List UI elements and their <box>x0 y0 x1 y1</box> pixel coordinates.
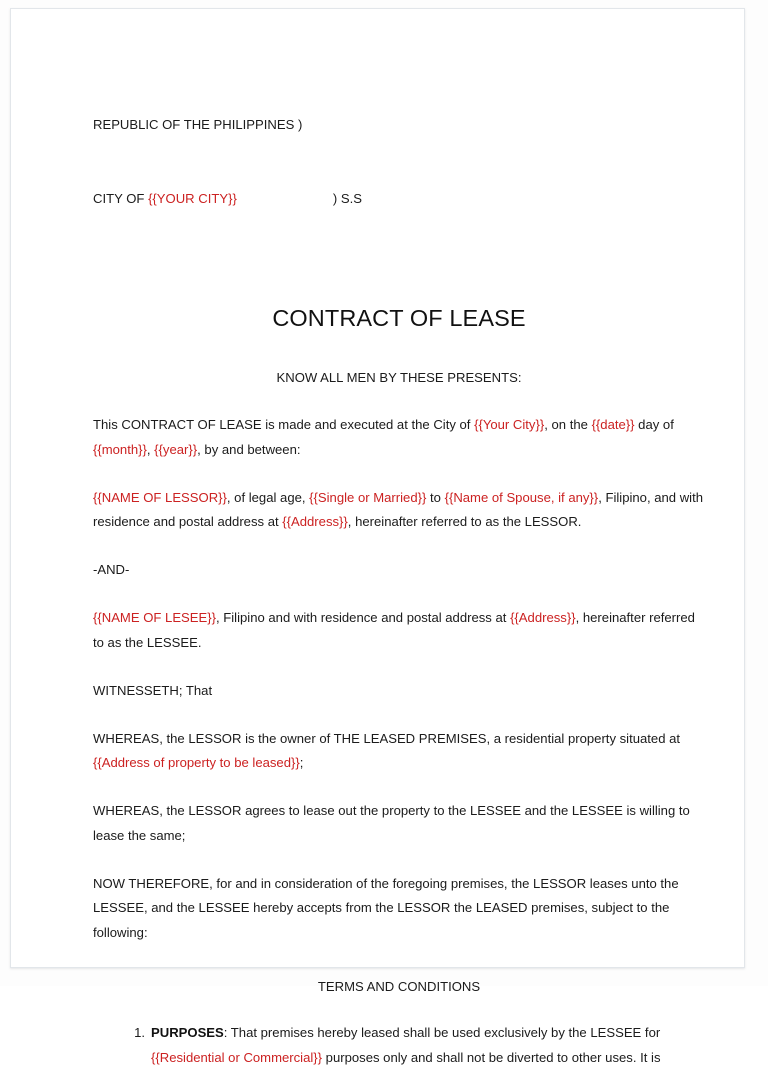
whereas-1-text-2: ; <box>299 755 304 770</box>
intro-year-placeholder: {{year}} <box>154 441 198 457</box>
list-item-marker: 1. <box>134 1025 145 1040</box>
republic-line-text: REPUBLIC OF THE PHILIPPINES ) <box>93 117 303 132</box>
spacer-before-whereas-1 <box>93 703 705 727</box>
witnesseth-line: WITNESSETH; That <box>93 682 213 698</box>
intro-text-2: , on the <box>544 417 592 432</box>
list-item <box>93 1021 705 1070</box>
intro-date-placeholder: {{date}} <box>591 417 635 432</box>
spacer-before-lessor <box>93 462 705 486</box>
property-address-placeholder: {{Address of property to be leased}} <box>93 755 300 770</box>
whereas-clause-1 <box>93 727 705 776</box>
intro-paragraph <box>93 413 705 462</box>
spacer-before-and <box>93 535 705 559</box>
lessor-text-2: to <box>426 489 445 505</box>
city-line <box>93 187 705 212</box>
intro-text-4: , <box>146 441 155 457</box>
intro-text-5: , by and between: <box>197 441 301 457</box>
page-title: CONTRACT OF LEASE <box>272 305 526 331</box>
lessor-civil-status-placeholder: {{Single or Married}} <box>309 489 427 505</box>
term-title: PURPOSES <box>151 1025 224 1040</box>
spacer-before-whereas-2 <box>93 776 705 800</box>
city-placeholder: {{YOUR CITY}} <box>148 190 237 206</box>
document-subtitle: KNOW ALL MEN BY THESE PRESENTS: <box>276 370 522 385</box>
lessor-text-3: , Filipino, and with residence and postal address at <box>93 489 703 529</box>
spacer-after-terms-heading <box>93 999 705 1021</box>
spacer-before-title <box>93 260 705 306</box>
term-text-1: : That premises hereby leased shall be used exclusively by the LESSEE for <box>223 1025 661 1040</box>
lessor-name-placeholder: {{NAME OF LESSOR}} <box>93 489 227 505</box>
jurisdiction-block <box>93 64 705 260</box>
whereas-1-text-1: WHEREAS, the LESSOR is the owner of THE LEASED PREMISES, a residential property situated at <box>93 730 681 746</box>
terms-and-conditions-heading: TERMS AND CONDITIONS <box>317 979 481 994</box>
lessor-address-placeholder: {{Address}} <box>282 514 348 529</box>
spacer-before-now-therefore <box>93 848 705 872</box>
lessee-paragraph <box>93 606 705 655</box>
spacer-after-subtitle <box>93 390 705 413</box>
term-text-2: purposes only and shall not be diverted to other uses. It is <box>322 1049 661 1065</box>
republic-line <box>93 113 705 138</box>
spacer-before-witnesseth <box>93 655 705 679</box>
lessor-spouse-placeholder: {{Name of Spouse, if any}} <box>444 489 599 505</box>
lessor-paragraph <box>93 486 705 535</box>
spacer-before-lessee <box>93 583 705 607</box>
usage-type-placeholder: {{Residential or Commercial}} <box>151 1049 323 1065</box>
whereas-clause-2: WHEREAS, the LESSOR agrees to lease out the property to the LESSEE and the LESSEE is willing to lease the same; <box>93 803 690 843</box>
intro-month-placeholder: {{month}} <box>93 441 147 457</box>
lessee-text-2: , hereinafter referred to as the LESSEE. <box>93 610 695 650</box>
intro-text-1: This CONTRACT OF LEASE is made and executed at the City of <box>93 417 475 432</box>
document-page <box>10 8 745 1065</box>
lessor-text-1: , of legal age, <box>226 489 310 505</box>
spacer-after-title <box>93 330 705 366</box>
lessee-address-placeholder: {{Address}} <box>510 610 576 625</box>
terms-list <box>93 1021 705 1070</box>
lessor-text-4: , hereinafter referred to as the LESSOR. <box>347 514 582 529</box>
lessee-name-placeholder: {{NAME OF LESEE}} <box>93 610 216 625</box>
lessee-text-1: , Filipino and with residence and postal address at <box>216 610 511 625</box>
intro-text-3: day of <box>634 417 674 432</box>
now-therefore-paragraph: NOW THEREFORE, for and in consideration of the foregoing premises, the LESSOR leases unto the LESSEE, and the LESSEE hereby accepts from the LESSOR the LEASED premises, subject to the following: <box>93 875 679 940</box>
intro-city-placeholder: {{Your City}} <box>474 417 545 432</box>
document-content <box>93 64 705 1070</box>
and-separator: -AND- <box>93 562 130 577</box>
ss-marker: ) S.S <box>332 190 362 206</box>
city-label: CITY OF <box>93 190 149 206</box>
spacer-before-terms-heading <box>93 945 705 975</box>
